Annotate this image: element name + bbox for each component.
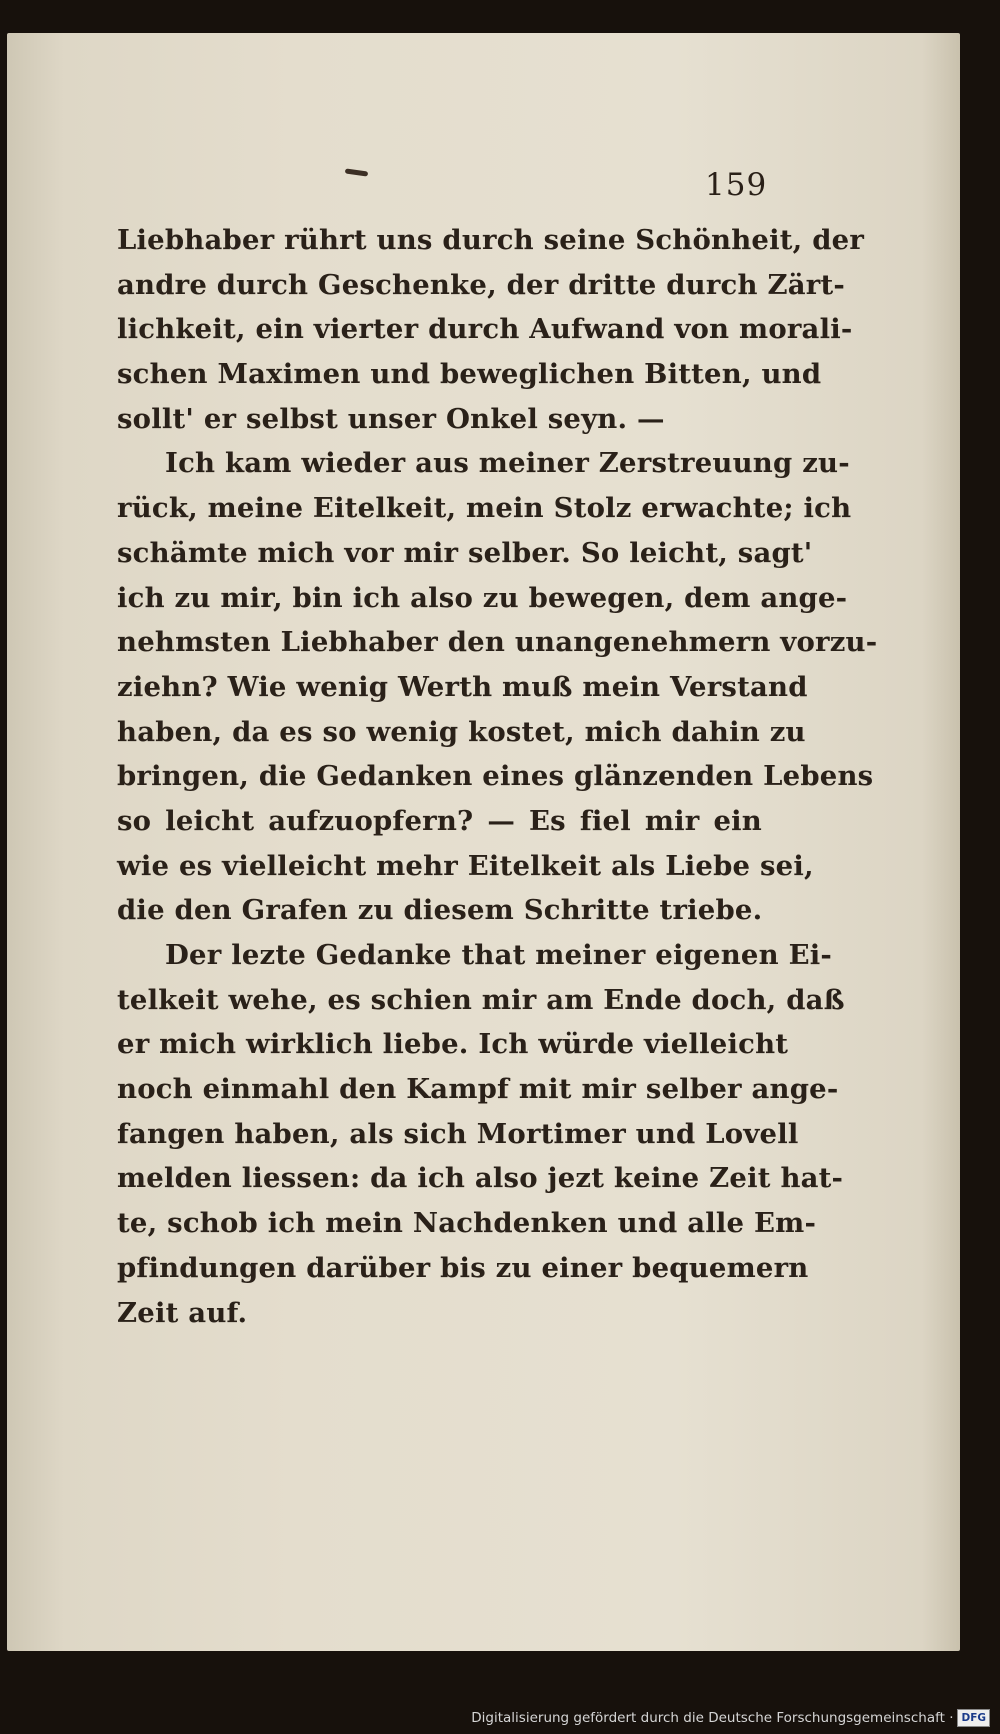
text-line: pfindungen darüber bis zu einer bequemern bbox=[117, 1251, 809, 1284]
text-line: sollt' er selbst unser Onkel seyn. — bbox=[117, 402, 665, 435]
text-line: andre durch Geschenke, der dritte durch Zärt- bbox=[117, 268, 845, 301]
text-line: te, schob ich mein Nachdenken und alle Em- bbox=[117, 1207, 817, 1240]
text-line: melden liessen: da ich also jezt keine Zeit hat- bbox=[117, 1162, 844, 1195]
text-line: Der lezte Gedanke that meiner eigenen Ei- bbox=[165, 939, 833, 971]
text-line: die den Grafen zu diesem Schritte triebe. bbox=[117, 894, 763, 927]
text-line: wie es vielleicht mehr Eitelkeit als Liebe sei, bbox=[117, 849, 814, 882]
text-line: nehmsten Liebhaber den unangenehmern vorzu- bbox=[117, 626, 878, 659]
body-text bbox=[117, 218, 878, 1335]
text-line: Ich kam wieder aus meiner Zerstreuung zu- bbox=[165, 447, 850, 480]
text-line: telkeit wehe, es schien mir am Ende doch, daß bbox=[117, 983, 845, 1016]
text-line: rück, meine Eitelkeit, mein Stolz erwachte; ich bbox=[117, 492, 852, 525]
text-line: Liebhaber rührt uns durch seine Schönheit, der bbox=[117, 224, 865, 256]
text-line: ziehn? Wie wenig Werth muß mein Verstand bbox=[117, 670, 808, 703]
text-line: ich zu mir, bin ich also zu bewegen, dem ange- bbox=[117, 581, 848, 614]
text-line: noch einmahl den Kampf mit mir selber ange- bbox=[117, 1073, 839, 1106]
text-line: bringen, die Gedanken eines glänzenden Lebens bbox=[117, 760, 874, 793]
text-line: lichkeit, ein vierter durch Aufwand von morali- bbox=[117, 313, 853, 346]
text-line: er mich wirklich liebe. Ich würde vielleicht bbox=[117, 1028, 789, 1061]
text-line: Zeit auf. bbox=[117, 1296, 248, 1329]
dfg-logo-icon: DFG bbox=[957, 1709, 990, 1727]
credit-text: Digitalisierung gefördert durch die Deutsche Forschungsgemeinschaft · bbox=[471, 1710, 954, 1726]
text-line: so leicht aufzuopfern? — Es fiel mir ein bbox=[117, 804, 762, 837]
text-line: fangen haben, als sich Mortimer und Lovell bbox=[117, 1117, 799, 1150]
text-line: haben, da es so wenig kostet, mich dahin zu bbox=[117, 715, 806, 748]
page-number: 159 bbox=[705, 167, 768, 203]
text-line: schen Maximen und beweglichen Bitten, und bbox=[117, 358, 822, 391]
text-line: schämte mich vor mir selber. So leicht, sagt' bbox=[117, 536, 813, 569]
digitization-credit bbox=[471, 1709, 990, 1727]
